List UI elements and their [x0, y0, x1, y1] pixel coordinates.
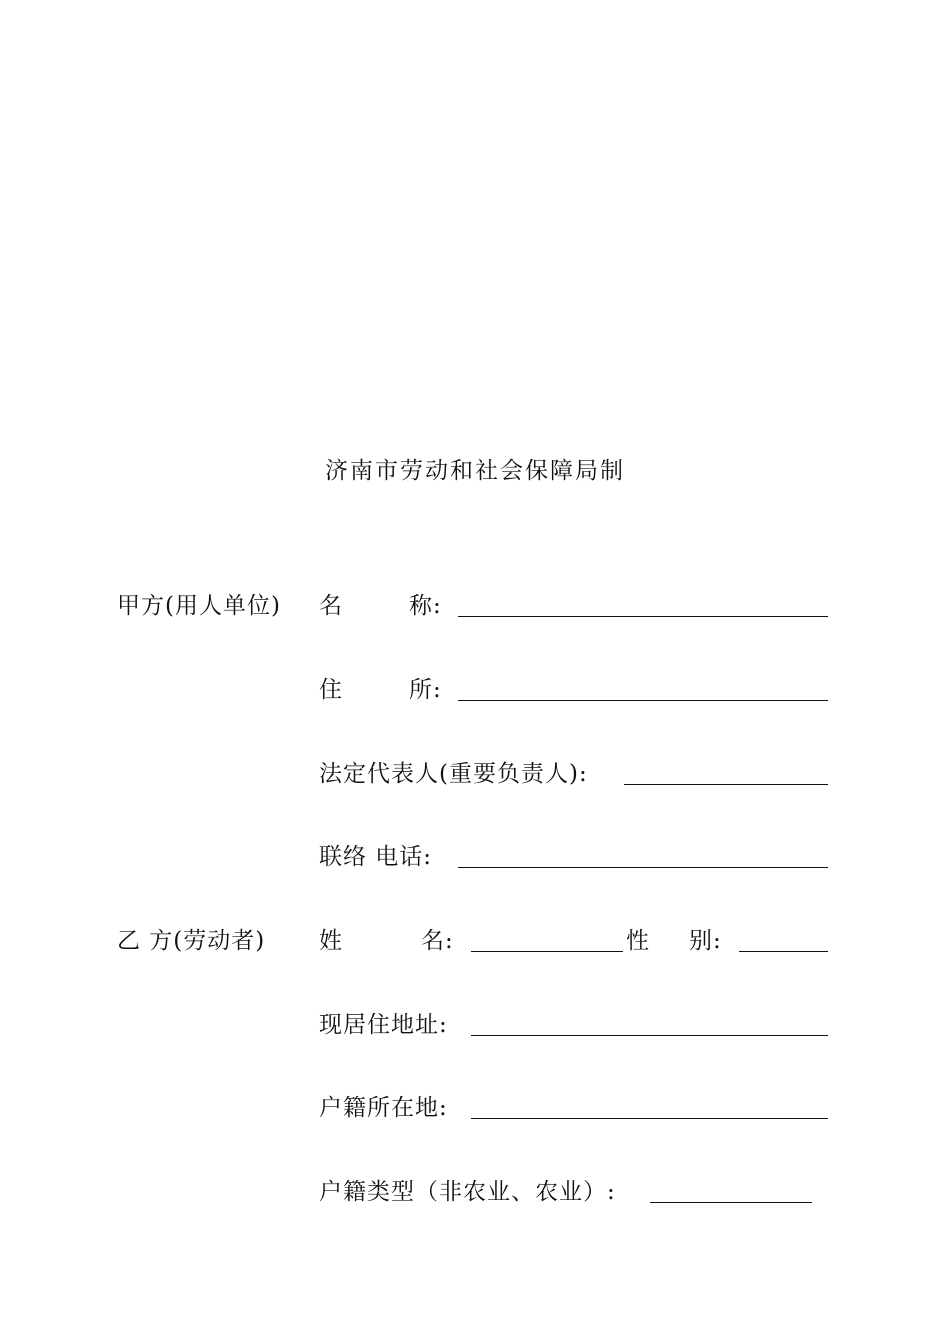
party-b-current-address-field[interactable]	[471, 1035, 828, 1036]
party-b-name-label-char1: 姓	[319, 928, 343, 954]
party-b-gender-label-char1: 性	[626, 928, 650, 954]
party-b-household-type-label: 户籍类型（非农业、农业）:	[319, 1179, 616, 1205]
party-b-gender-field[interactable]	[739, 951, 828, 952]
party-b-current-address-label: 现居住地址:	[319, 1012, 448, 1038]
party-a-label: 甲方(用人单位)	[117, 593, 281, 619]
party-a-phone-label: 联络 电话:	[319, 844, 433, 870]
party-b-household-location-label: 户籍所在地:	[319, 1095, 448, 1121]
party-a-legal-rep-field[interactable]	[624, 784, 828, 785]
party-a-legal-rep-label: 法定代表人(重要负责人):	[319, 761, 588, 787]
party-b-household-location-field[interactable]	[471, 1118, 828, 1119]
party-a-name-field[interactable]	[458, 616, 828, 617]
party-a-phone-field[interactable]	[458, 867, 828, 868]
party-b-name-field[interactable]	[471, 951, 623, 952]
party-b-name-label-char2: 名:	[421, 928, 454, 954]
party-a-address-label-char1: 住	[319, 677, 343, 703]
party-b-label: 乙 方(劳动者)	[117, 928, 266, 954]
party-b-gender-label-char2: 别:	[689, 928, 722, 954]
party-a-name-label-char1: 名	[319, 593, 343, 619]
party-a-name-label-char2: 称:	[409, 593, 442, 619]
party-b-household-type-field[interactable]	[650, 1202, 812, 1203]
party-a-address-field[interactable]	[458, 700, 828, 701]
party-a-address-label-char2: 所:	[409, 677, 442, 703]
issuer-title: 济南市劳动和社会保障局制	[325, 458, 625, 484]
